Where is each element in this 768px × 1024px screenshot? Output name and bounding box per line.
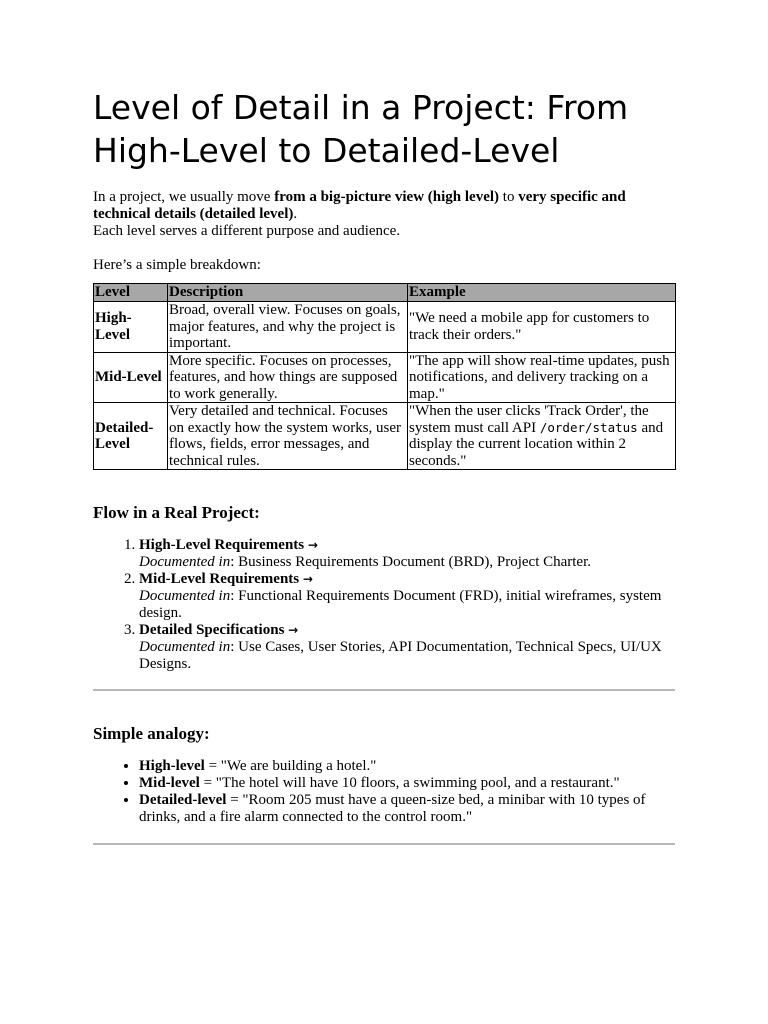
analogy-heading: Simple analogy: <box>93 724 210 743</box>
analogy-text: = "Room 205 must have a queen-size bed, a minibar with 10 types of drinks, and a fire alarm connected to the control room." <box>139 792 646 825</box>
list-item <box>139 622 675 673</box>
analogy-term: Mid-level <box>139 775 200 791</box>
analogy-list <box>93 758 675 826</box>
table-row <box>94 302 676 353</box>
document-content <box>93 86 675 845</box>
table-row <box>94 352 676 403</box>
analogy-term: High-level <box>139 758 205 774</box>
table-cell-example: "The app will show real-time updates, push notifications, and delivery tracking on a map." <box>408 352 676 403</box>
table-header: Description <box>168 284 408 302</box>
divider <box>93 689 675 691</box>
flow-heading: Flow in a Real Project: <box>93 503 260 522</box>
flow-item-docs: : Use Cases, User Stories, API Documentation, Technical Specs, UI/UX Designs. <box>139 639 662 672</box>
table-row <box>94 403 676 470</box>
table-cell-level: High-Level <box>94 302 168 353</box>
example-text: "When the user clicks 'Track Order', the system must call API <box>409 403 649 436</box>
flow-item-title: Mid-Level Requirements <box>139 571 300 587</box>
table-header-row <box>94 284 676 302</box>
flow-item-title: Detailed Specifications <box>139 622 285 638</box>
table-cell-description: Broad, overall view. Focuses on goals, major features, and why the project is important. <box>168 302 408 353</box>
analogy-text: = "The hotel will have 10 floors, a swimming pool, and a restaurant." <box>199 775 620 791</box>
arrow-right-icon: → <box>288 623 299 637</box>
table-cell-description: Very detailed and technical. Focuses on exactly how the system works, user flows, fields, error messages, and technical rules. <box>168 403 408 470</box>
table-header: Level <box>94 284 168 302</box>
list-item <box>139 537 675 571</box>
table-cell-description: More specific. Focuses on processes, features, and how things are supposed to work generally. <box>168 352 408 403</box>
flow-item-docs: : Business Requirements Document (BRD), Project Charter. <box>230 554 592 570</box>
analogy-text: = "We are building a hotel." <box>204 758 377 774</box>
list-item <box>139 792 675 826</box>
levels-table <box>93 283 676 470</box>
intro-bold-high-level: from a big-picture view (high level) <box>274 189 500 205</box>
list-item <box>139 571 675 622</box>
arrow-right-icon: → <box>302 572 313 586</box>
intro-text: . <box>293 206 298 222</box>
intro-text: to <box>499 189 519 205</box>
documented-in-label: Documented in <box>139 639 231 655</box>
divider <box>93 843 675 845</box>
api-endpoint-code: /order/status <box>539 419 638 435</box>
flow-item-docs: : Functional Requirements Document (FRD), initial wireframes, system design. <box>139 588 662 621</box>
documented-in-label: Documented in <box>139 554 231 570</box>
flow-list <box>93 537 675 673</box>
table-cell-example <box>408 403 676 470</box>
breakdown-lead: Here’s a simple breakdown: <box>93 257 261 273</box>
table-cell-example: "We need a mobile app for customers to track their orders." <box>408 302 676 353</box>
example-text: and display the current location within 2 seconds." <box>409 419 664 469</box>
intro-purpose: Each level serves a different purpose and audience. <box>93 223 401 239</box>
page-title: Level of Detail in a Project: From High-Level to Detailed-Level <box>93 88 629 170</box>
table-cell-level: Mid-Level <box>94 352 168 403</box>
intro-bold-detailed-level: very specific and technical details (detailed level) <box>93 189 626 222</box>
table-header: Example <box>408 284 676 302</box>
list-item <box>139 758 675 775</box>
list-item <box>139 775 675 792</box>
intro-text: In a project, we usually move <box>93 189 275 205</box>
arrow-right-icon: → <box>307 538 318 552</box>
intro-paragraph <box>93 189 675 223</box>
analogy-term: Detailed-level <box>139 792 227 808</box>
flow-item-title: High-Level Requirements <box>139 537 305 553</box>
table-cell-level: Detailed-Level <box>94 403 168 470</box>
documented-in-label: Documented in <box>139 588 231 604</box>
